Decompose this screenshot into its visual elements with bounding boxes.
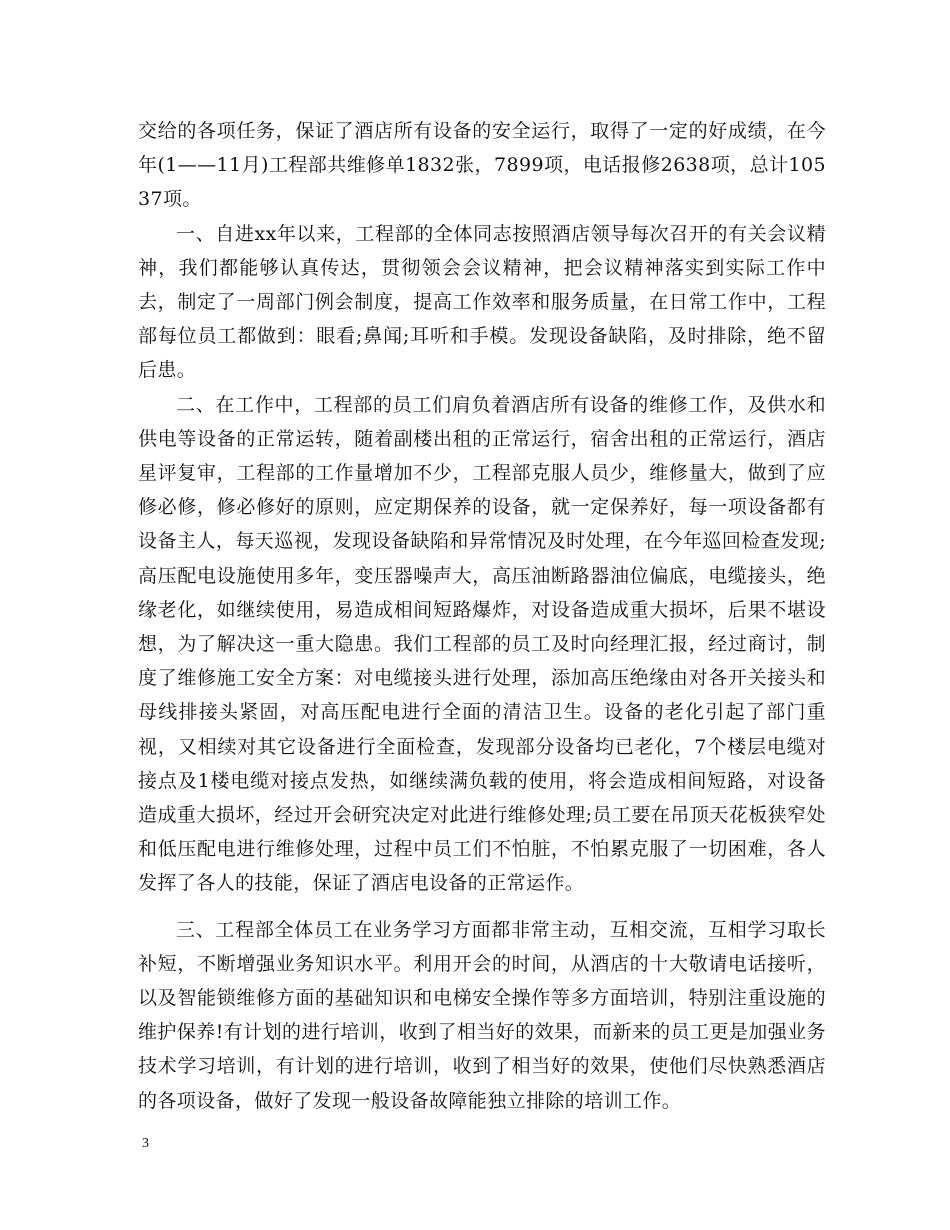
paragraph-section-1: 一、自进xx年以来，工程部的全体同志按照酒店领导每次召开的有关会议精神，我们都能够认真传达，贯彻领会会议精神，把会议精神落实到实际工作中去，制定了一周部门例会制度，提高工作效率和服务质量，在日常工作中，工程部每位员工都做到：眼看;鼻闻;耳听和手模。发现设备缺陷，及时排除，绝不留后患。	[138, 222, 826, 382]
paragraph-section-3: 三、工程部全体员工在业务学习方面都非常主动，互相交流，互相学习取长补短，不断增强业务知识水平。利用开会的时间，从酒店的十大敬请电话接听，以及智能锁维修方面的基础知识和电梯安全操作等多方面培训，特别注重设施的维护保养!有计划的进行培训，收到了相当好的效果，而新来的员工更是加强业务技术学习培训，有计划的进行培训，收到了相当好的效果，使他们尽快熟悉酒店的各项设备，做好了发现一般设备故障能独立排除的培训工作。	[138, 918, 826, 1112]
paragraph-section-2: 二、在工作中，工程部的员工们肩负着酒店所有设备的维修工作，及供水和供电等设备的正常运转，随着副楼出租的正常运行，宿舍出租的正常运行，酒店星评复审，工程部的工作量增加不少，工程部克服人员少，维修量大，做到了应修必修，修必修好的原则，应定期保养的设备，就一定保养好，每一项设备都有设备主人，每天巡视，发现设备缺陷和异常情况及时处理，在今年巡回检查发现;高压配电设施使用多年，变压器噪声大，高压油断路器油位偏底，电缆接头，绝缘老化，如继续使用，易造成相间短路爆炸，对设备造成重大损坏，后果不堪设想，为了解决这一重大隐患。我们工程部的员工及时向经理汇报，经过商讨，制度了维修施工安全方案：对电缆接头进行处理，添加高压绝缘由对各开关接头和母线排接头紧固，对高压配电进行全面的清洁卫生。设备的老化引起了部门重视，又相续对其它设备进行全面检查，发现部分设备均已老化，7个楼层电缆对接点及1楼电缆对接点发热，如继续满负载的使用，将会造成相间短路，对设备造成重大损坏，经过开会研究决定对此进行维修处理;员工要在吊顶天花板狭窄处和低压配电进行维修处理，过程中员工们不怕脏，不怕累克服了一切困难，各人发挥了各人的技能，保证了酒店电设备的正常运作。	[138, 393, 826, 895]
document-body	[138, 114, 826, 1118]
page-number: 3	[142, 1136, 149, 1151]
paragraph-continuation: 交给的各项任务，保证了酒店所有设备的安全运行，取得了一定的好成绩，在今年(1——11月)工程部共维修单1832张，7899项，电话报修2638项，总计10537项。	[138, 120, 826, 211]
